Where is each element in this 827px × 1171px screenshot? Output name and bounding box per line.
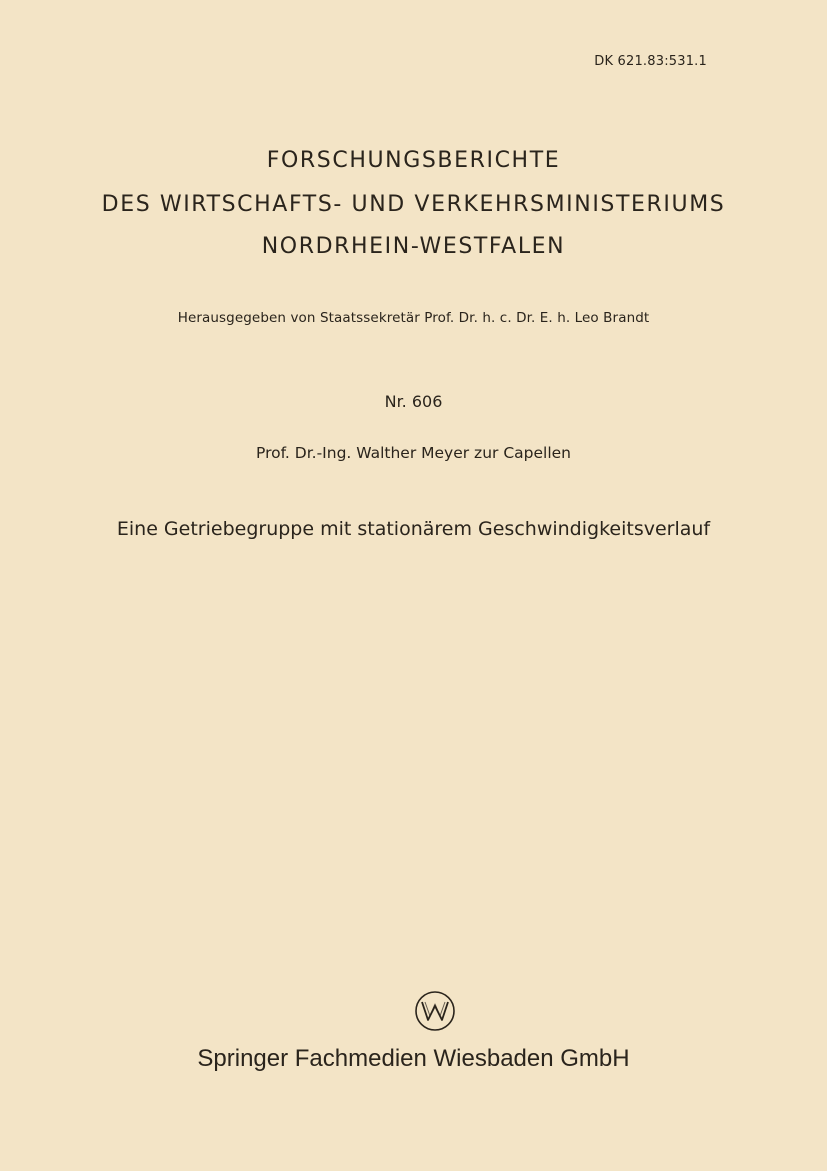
series-title-line-1: FORSCHUNGSBERICHTE bbox=[266, 148, 561, 173]
classification-code: DK 621.83:531.1 bbox=[594, 54, 707, 69]
author: Prof. Dr.-Ing. Walther Meyer zur Capellen bbox=[256, 444, 571, 462]
publisher-name: Springer Fachmedien Wiesbaden GmbH bbox=[197, 1045, 630, 1072]
report-number: Nr. 606 bbox=[384, 392, 443, 411]
book-title: Eine Getriebegruppe mit stationärem Geschwindigkeitsverlauf bbox=[116, 518, 711, 540]
series-title-line-2: DES WIRTSCHAFTS- UND VERKEHRSMINISTERIUMS bbox=[101, 192, 726, 217]
editor-line: Herausgegeben von Staatssekretär Prof. Dr. h. c. Dr. E. h. Leo Brandt bbox=[177, 310, 650, 326]
springer-w-logo-icon bbox=[414, 990, 456, 1032]
series-title-line-3: NORDRHEIN-WESTFALEN bbox=[261, 234, 566, 259]
